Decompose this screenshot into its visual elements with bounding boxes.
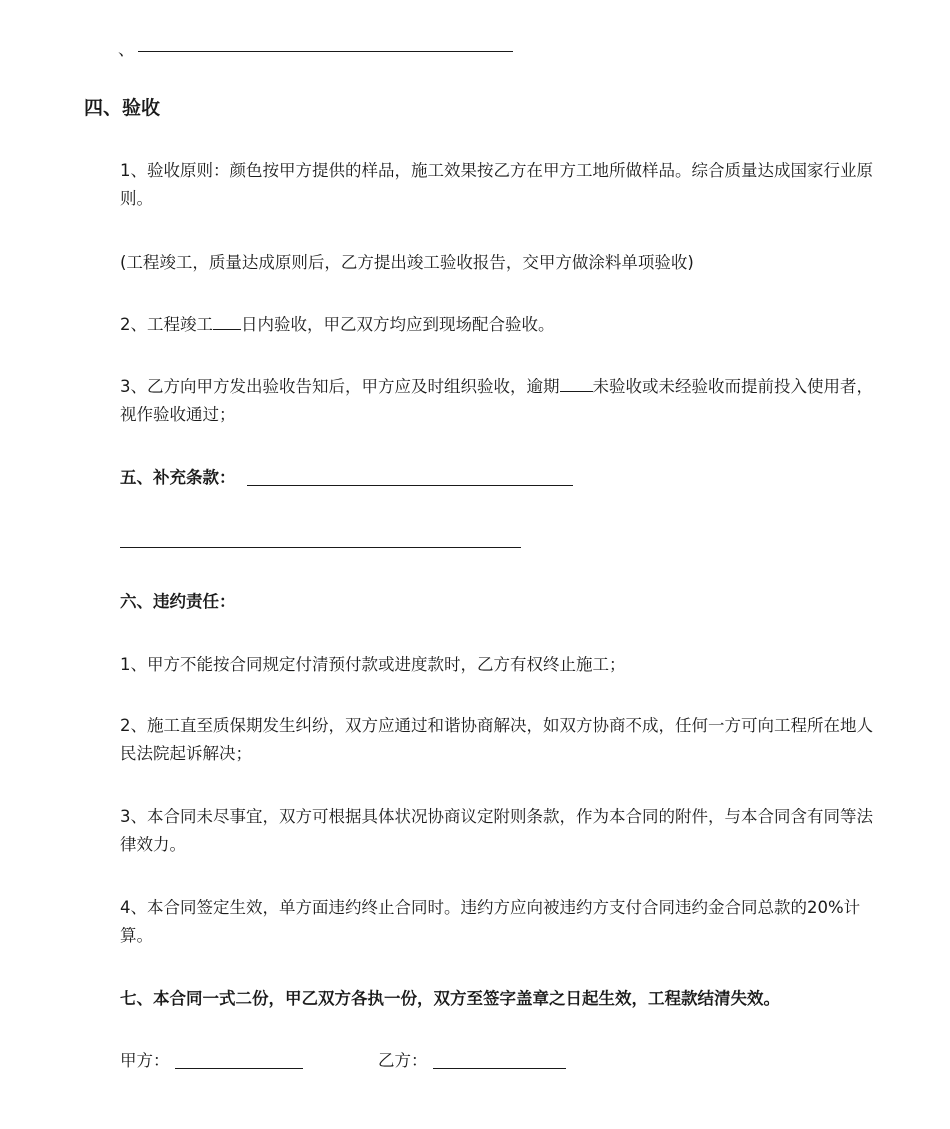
top-blank-rule: [138, 51, 513, 52]
top-mark: 、: [118, 40, 135, 59]
section-6-title: 六、违约责任：: [120, 592, 236, 611]
p3-text-b: 日内验收，甲乙双方均应到现场配合验收。: [241, 315, 555, 334]
party-a-blank-rule: [175, 1068, 303, 1069]
party-a-signature: [120, 1047, 320, 1075]
section-7-title: 七、本合同一式二份，甲乙双方各执一份，双方至签字盖章之日起生效，工程款结清失效。: [120, 989, 780, 1008]
supplement-blank-rule-1: [247, 485, 573, 486]
p4-text-b: 未验收或未经验收而提前投入使用者，视作验收通过；: [120, 377, 873, 424]
overdue-blank: [560, 373, 593, 392]
p3-text-a: 2、工程竣工: [120, 315, 213, 334]
section-4-paragraph-3: [84, 311, 910, 339]
p4-text-a: 3、乙方向甲方发出验收告知后，甲方应及时组织验收，逾期: [120, 377, 560, 396]
liability-item-1: 1、甲方不能按合同规定付清预付款或进度款时，乙方有权终止施工；: [120, 655, 626, 674]
top-fill-line: [118, 36, 908, 64]
section-4-paragraph-1: 1、验收原则：颜色按甲方提供的样品，施工效果按乙方在甲方工地所做样品。综合质量达成国家行业原则。: [120, 161, 873, 208]
party-b-label: 乙方：: [378, 1051, 428, 1070]
days-blank: [213, 311, 241, 330]
party-b-signature: [378, 1047, 578, 1075]
supplement-blank-rule-2: [120, 547, 521, 548]
party-b-blank-rule: [433, 1068, 566, 1069]
section-4-title: 四、验收: [84, 97, 161, 119]
section-5-title: [84, 464, 910, 492]
liability-item-4: 4、本合同签定生效，单方面违约终止合同时。违约方应向被违约方支付合同违约金合同总款的20%计算。: [120, 898, 861, 945]
party-a-label: 甲方：: [120, 1051, 170, 1070]
section-4-paragraph-2: (工程竣工，质量达成原则后，乙方提出竣工验收报告，交甲方做涂料单项验收): [120, 253, 694, 272]
section-4-paragraph-4: [84, 373, 874, 429]
liability-item-3: 3、本合同未尽事宜，双方可根据具体状况协商议定附则条款，作为本合同的附件，与本合同含有同等法律效力。: [120, 807, 873, 854]
liability-item-2: 2、施工直至质保期发生纠纷，双方应通过和谐协商解决，如双方协商不成，任何一方可向工程所在地人民法院起诉解决；: [120, 716, 873, 763]
section-5-label: 五、补充条款：: [120, 468, 236, 487]
